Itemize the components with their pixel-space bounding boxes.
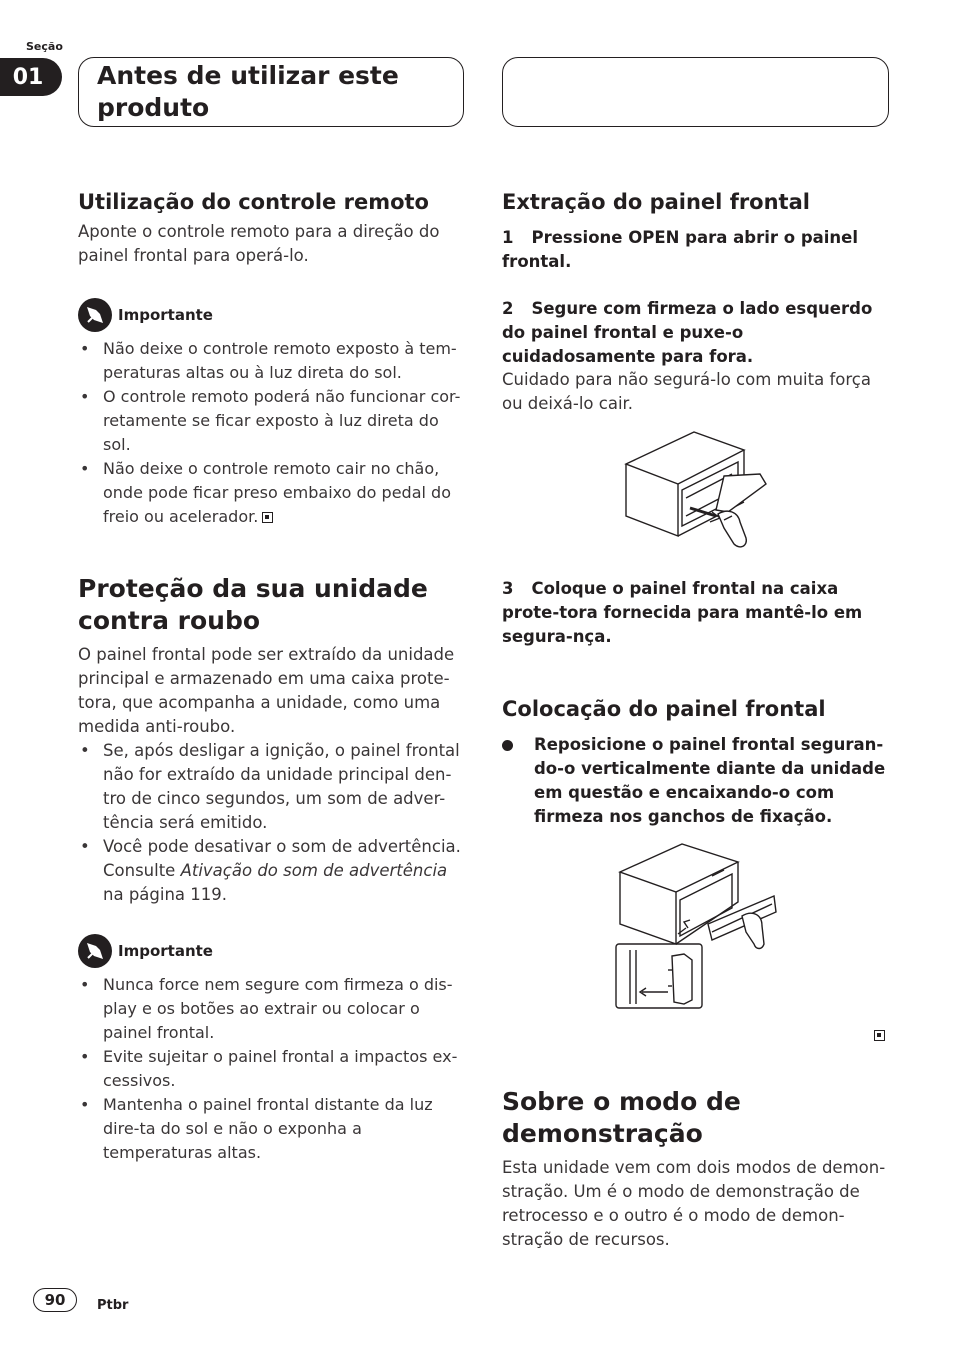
step-text: Coloque o painel frontal na caixa prote-tora fornecida para mantê-lo em segura-nça. [502,579,863,646]
step-1 [502,226,890,274]
step-2-note: Cuidado para não segurá-lo com muita força ou deixá-lo cair. [502,370,871,413]
demo-body: Esta unidade vem com dois modos de demon-stração. Um é o modo de demonstração de retrocesso e o outro é o modo de demon-stração de recursos. [502,1158,886,1249]
important-label: Importante [118,306,213,324]
list-item: • Mantenha o painel frontal distante da luz dire-ta do sol e não o exponha a temperaturas altas. [78,1093,464,1165]
remote-heading: Utilização do controle remoto [78,190,429,214]
list-item [78,457,464,529]
attach-panel-illustration [612,840,780,1012]
step-number: 3 [502,579,514,598]
remote-bullets [78,337,464,529]
section-label: Seção [26,40,63,53]
list-item [78,835,464,907]
important-note-1 [78,298,464,332]
theft-body: O painel frontal pode ser extraído da unidade principal e armazenado em uma caixa prote-tora, que acompanha a unidade, como uma medida anti-roubo. [78,645,455,736]
attach-heading: Colocação do painel frontal [502,697,826,721]
list-item-text: na página 119. [103,885,228,904]
cross-reference-link[interactable]: Ativação do som de advertência [180,861,448,880]
list-item: • Não deixe o controle remoto exposto à tem-peraturas altas ou à luz direta do sol. [78,337,464,385]
list-item: • Evite sujeitar o painel frontal a impactos ex-cessivos. [78,1045,464,1093]
theft-heading: Proteção da sua unidade contra roubo [78,574,428,635]
step-number: 1 [502,228,514,247]
section-number-badge: 01 [0,58,62,96]
step-2 [502,297,890,369]
bullet-dot-icon [502,740,513,751]
theft-bullets [78,739,464,907]
step-number: 2 [502,299,514,318]
remove-panel-illustration [620,428,772,552]
remote-body: Aponte o controle remoto para a direção do painel frontal para operá-lo. [78,222,440,265]
step-text: Reposicione o painel frontal seguran-do-o verticalmente diante da unidade em questão e encaixando-o com firmeza nos ganchos de fixação. [534,735,886,826]
end-mark-icon [874,1030,885,1041]
list-item-text: Não deixe o controle remoto cair no chão, onde pode ficar preso embaixo do pedal do freio ou acelerador. [103,459,451,526]
step-text: Pressione OPEN para abrir o painel frontal. [502,228,859,271]
language-code: Ptbr [97,1298,129,1313]
page-number: 90 [33,1288,77,1312]
header-empty-frame [502,57,889,127]
important-label: Importante [118,942,213,960]
list-item: • Se, após desligar a ignição, o painel frontal não for extraído da unidade principal den-tro de cinco segundos, um som de adver-tência será emitido. [78,739,464,835]
demo-heading: Sobre o modo de demonstração [502,1087,741,1148]
list-item-text: Você pode desativar o som de advertência. Consulte [103,837,461,880]
page-title: Antes de utilizar este produto [97,61,399,122]
end-mark-icon [262,512,273,523]
list-item: • Nunca force nem segure com firmeza o dis-play e os botões ao extrair ou colocar o painel frontal. [78,973,464,1045]
important-note-2 [78,934,464,968]
extract-heading: Extração do painel frontal [502,190,810,214]
step-3 [502,577,890,649]
important-icon [78,298,112,332]
important-icon [78,934,112,968]
attach-step [502,733,890,829]
list-item: • O controle remoto poderá não funcionar cor-retamente se ficar exposto à luz direta do sol. [78,385,464,457]
theft-important-bullets [78,973,464,1165]
step-text: Segure com firmeza o lado esquerdo do painel frontal e puxe-o cuidadosamente para fora. [502,299,873,366]
